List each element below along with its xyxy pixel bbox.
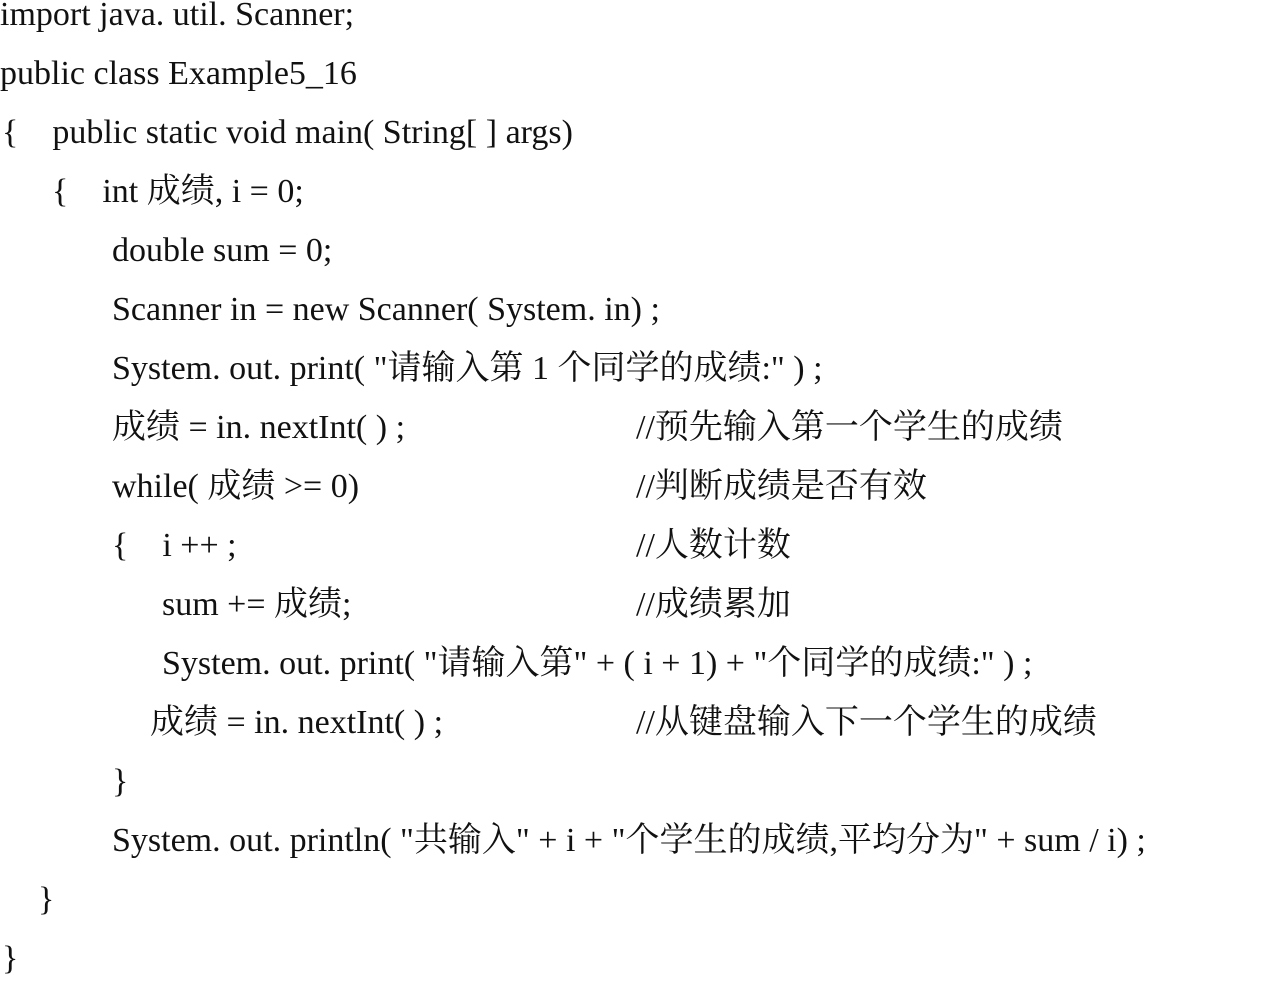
code-line bbox=[0, 113, 1284, 163]
code-line bbox=[0, 408, 1284, 458]
code-statement: System. out. print( "请输入第" + ( i + 1) + "个同学的成绩:" ) ; bbox=[162, 645, 1033, 682]
code-statement: } bbox=[38, 881, 55, 918]
code-statement: System. out. println( "共输入" + i + "个学生的成绩,平均分为" + sum / i) ; bbox=[112, 822, 1146, 859]
code-comment: //判断成绩是否有效 bbox=[636, 468, 927, 505]
code-line bbox=[0, 939, 1284, 989]
code-line bbox=[0, 0, 1284, 45]
code-comment: //成绩累加 bbox=[636, 586, 791, 623]
code-statement: { public static void main( String[ ] args) bbox=[2, 114, 573, 151]
code-statement: sum += 成绩; bbox=[162, 586, 352, 623]
code-line bbox=[0, 880, 1284, 930]
code-line bbox=[0, 703, 1284, 753]
code-line bbox=[0, 644, 1284, 694]
code-line bbox=[0, 762, 1284, 812]
code-statement: } bbox=[112, 763, 129, 800]
code-statement: public class Example5_16 bbox=[0, 55, 357, 92]
code-statement: 成绩 = in. nextInt( ) ; bbox=[150, 704, 444, 741]
code-line bbox=[0, 290, 1284, 340]
code-line bbox=[0, 231, 1284, 281]
code-comment: //从键盘输入下一个学生的成绩 bbox=[636, 704, 1097, 741]
code-statement: Scanner in = new Scanner( System. in) ; bbox=[112, 291, 660, 328]
code-statement: 成绩 = in. nextInt( ) ; bbox=[112, 409, 406, 446]
code-statement: while( 成绩 >= 0) bbox=[112, 468, 360, 505]
code-statement: System. out. print( "请输入第 1 个同学的成绩:" ) ; bbox=[112, 350, 823, 387]
code-statement: double sum = 0; bbox=[112, 232, 333, 269]
code-line bbox=[0, 349, 1284, 399]
code-line bbox=[0, 585, 1284, 635]
code-statement: } bbox=[2, 940, 19, 977]
code-comment: //人数计数 bbox=[636, 527, 791, 564]
code-line bbox=[0, 526, 1284, 576]
code-statement: { int 成绩, i = 0; bbox=[52, 173, 304, 210]
code-comment: //预先输入第一个学生的成绩 bbox=[636, 409, 1063, 446]
code-statement: { i ++ ; bbox=[112, 527, 237, 564]
code-statement: import java. util. Scanner; bbox=[0, 0, 355, 33]
code-line bbox=[0, 54, 1284, 104]
code-line bbox=[0, 172, 1284, 222]
code-line bbox=[0, 467, 1284, 517]
code-line bbox=[0, 821, 1284, 871]
